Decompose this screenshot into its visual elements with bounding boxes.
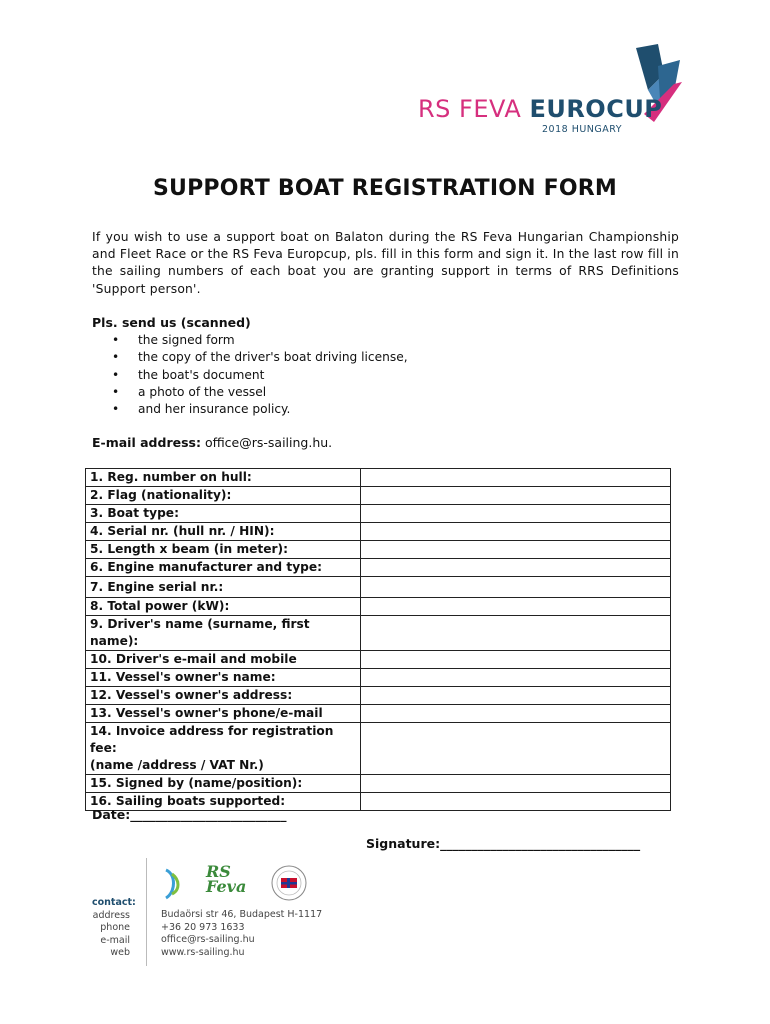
- list-item: • the signed form: [112, 333, 235, 347]
- table-row: 16. Sailing boats supported:: [86, 793, 671, 811]
- footer-web[interactable]: www.rs-sailing.hu: [161, 946, 245, 958]
- table-row: 15. Signed by (name/position):: [86, 775, 671, 793]
- footer-contact-values: [161, 909, 322, 959]
- footer-address: Budaörsi str 46, Budapest H-1117: [161, 909, 323, 920]
- field-reg-number[interactable]: [361, 469, 671, 487]
- registration-table: [85, 468, 671, 811]
- email-line: [92, 435, 332, 450]
- field-owner-phone[interactable]: [361, 705, 671, 723]
- table-row: 9. Driver's name (surname, first name):: [86, 616, 671, 651]
- list-item: • and her insurance policy.: [112, 402, 291, 417]
- field-owner-name[interactable]: [361, 669, 671, 687]
- email-value[interactable]: office@rs-sailing.hu.: [200, 435, 333, 450]
- signature-field[interactable]: Signature:________________________________: [366, 836, 641, 851]
- field-length-beam[interactable]: [361, 541, 671, 559]
- field-sailing-boats[interactable]: [361, 793, 671, 811]
- field-boat-type[interactable]: [361, 505, 671, 523]
- footer-divider: [146, 858, 147, 966]
- table-row: 12. Vessel's owner's address:: [86, 687, 671, 705]
- field-driver-name[interactable]: [361, 616, 671, 651]
- send-list: [112, 332, 408, 418]
- rs-feva-logo: RS Feva: [206, 862, 247, 896]
- field-owner-address[interactable]: [361, 687, 671, 705]
- footer-email[interactable]: office@rs-sailing.hu: [161, 934, 255, 945]
- logo-subtitle: 2018 HUNGARY: [542, 124, 623, 135]
- field-total-power[interactable]: [361, 598, 671, 616]
- hungarian-sailing-seal-icon: [270, 864, 308, 902]
- table-row: 4. Serial nr. (hull nr. / HIN):: [86, 523, 671, 541]
- field-engine-serial[interactable]: [361, 577, 671, 598]
- table-row: 11. Vessel's owner's name:: [86, 669, 671, 687]
- field-serial-nr[interactable]: [361, 523, 671, 541]
- table-row: 7. Engine serial nr.:: [86, 577, 671, 598]
- send-list-title: Pls. send us (scanned): [92, 315, 251, 330]
- field-invoice-address[interactable]: [361, 723, 671, 775]
- logo-rs-feva: RS FEVA: [418, 95, 530, 123]
- table-row: 8. Total power (kW):: [86, 598, 671, 616]
- field-engine-manufacturer[interactable]: [361, 559, 671, 577]
- list-item: • the boat's document: [112, 367, 265, 382]
- event-logo: [418, 44, 688, 144]
- logo-eurocup: EUROCUP: [529, 95, 663, 123]
- footer-contact-labels: contact: address phone e-mail web: [92, 897, 136, 958]
- table-row: 1. Reg. number on hull:: [86, 469, 671, 487]
- list-item: • a photo of the vessel: [112, 384, 267, 399]
- table-row: 14. Invoice address for registration fee: (name /address / VAT Nr.): [86, 723, 671, 775]
- table-row: 5. Length x beam (in meter):: [86, 541, 671, 559]
- table-row: 2. Flag (nationality):: [86, 487, 671, 505]
- table-row: 6. Engine manufacturer and type:: [86, 559, 671, 577]
- footer-phone: +36 20 973 1633: [161, 921, 245, 933]
- table-row: 10. Driver's e-mail and mobile: [86, 651, 671, 669]
- table-row: 3. Boat type:: [86, 505, 671, 523]
- page-title: SUPPORT BOAT REGISTRATION FORM: [153, 176, 617, 201]
- footer-logos: [158, 862, 318, 906]
- email-label: E-mail address:: [92, 435, 201, 450]
- date-field[interactable]: Date:_________________________: [92, 807, 287, 822]
- field-signed-by[interactable]: [361, 775, 671, 793]
- field-flag[interactable]: [361, 487, 671, 505]
- field-driver-contact[interactable]: [361, 651, 671, 669]
- association-logo-icon: [162, 866, 186, 902]
- table-row: 13. Vessel's owner's phone/e-mail: [86, 705, 671, 723]
- list-item: • the copy of the driver's boat driving license,: [112, 350, 408, 365]
- intro-paragraph: If you wish to use a support boat on Balaton during the RS Feva Hungarian Championship and Fleet Race or the RS Feva Europcup, pls. fill in this form and sign it. In the last row fill in the sailing numbers of each boat you are granting support in terms of RRS Definitions 'Support person'.: [92, 230, 679, 296]
